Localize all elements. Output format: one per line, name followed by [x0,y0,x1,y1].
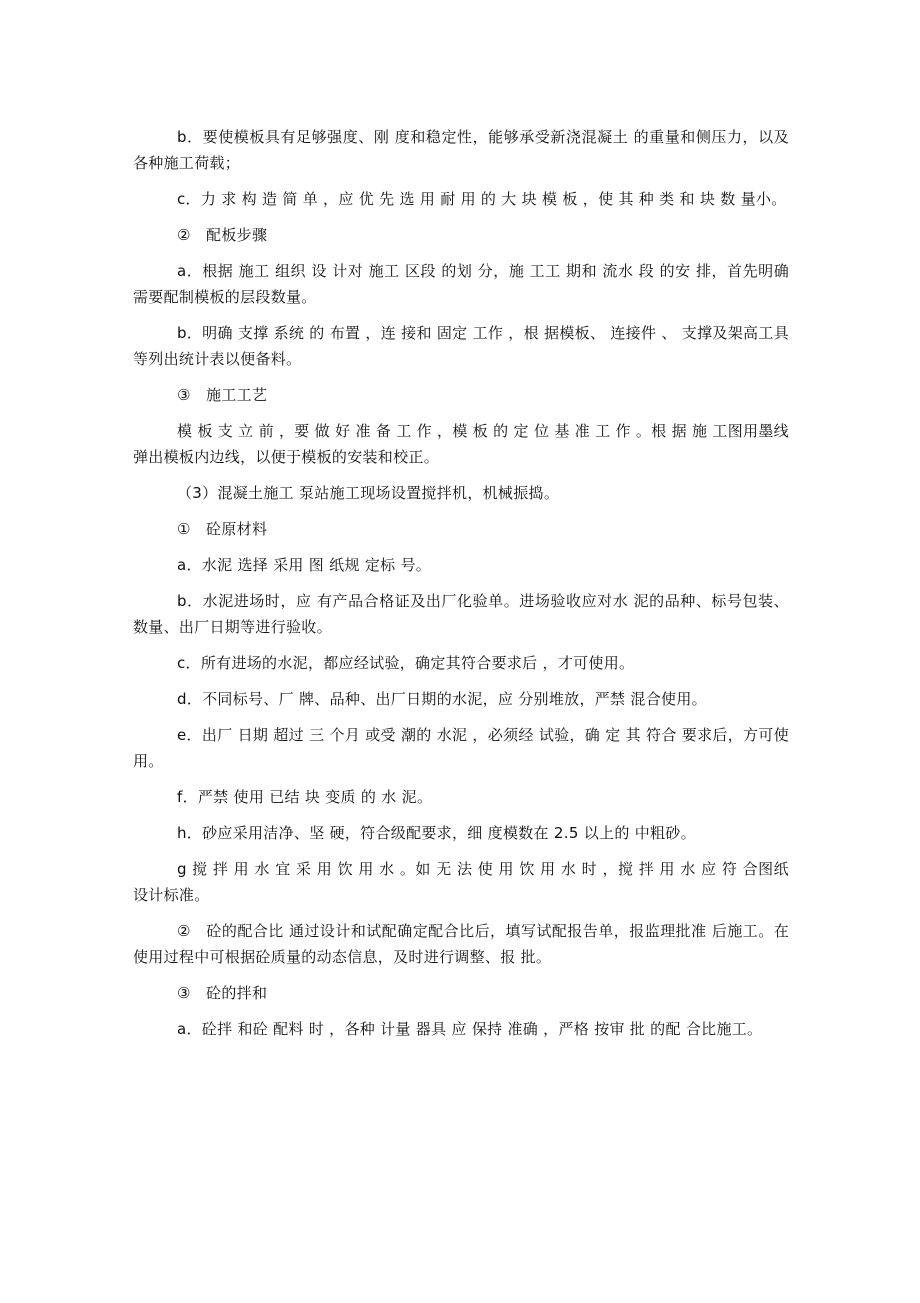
paragraph-sand-requirement: h．砂应采用洁净、坚 硬，符合级配要求，细 度模数在 2.5 以上的 中粗砂。 [177,824,696,842]
paragraph-cement-acceptance: b．水泥进场时，应 有产品合格证及出厂化验单。进场验收应对水 泥的品种、标号包装、数量、出厂日期等进行验收。 [133,592,789,636]
heading-panel-steps: ② 配板步骤 [177,226,268,244]
heading-concrete-materials: ① 砼原材料 [177,520,268,538]
heading-construction-process: ③ 施工工艺 [177,386,268,404]
paragraph-layer-quantity: a．根据 施工 组织 设 计对 施工 区段 的划 分，施 工工 期和 流水 段 的安 排，首先明确需要配制模板的层段数量。 [133,262,789,306]
paragraph-cement-storage: d．不同标号、厂 牌、品种、出厂日期的水泥，应 分别堆放，严禁 混合使用。 [177,690,707,708]
paragraph-template-simple-structure: c．力 求 构 造 简 单 ，应 优 先 选 用 耐 用 的 大 块 模 板 ，使 其 种 类 和 块 数 量小。 [177,190,787,208]
document-body [133,124,789,1052]
paragraph-mixing-water: g 搅 拌 用 水 宜 采 用 饮 用 水 。如 无 法 使 用 饮 用 水 时 ，搅 拌 用 水 应 符 合图纸设计标准。 [133,860,789,904]
paragraph-formwork-preparation: 模 板 支 立 前 ，要 做 好 准 备 工 作 ，模 板 的 定 位 基 准 工 作 。根 据 施 工图用墨线弹出模板内边线，以便于模板的安装和校正。 [133,422,789,466]
paragraph-support-system: b．明确 支撑 系统 的 布置 ，连 接和 固定 工作 ，根 据模板、 连接件 、 支撑及架高工具等列出统计表以便备料。 [133,324,789,368]
paragraph-cement-selection: a．水泥 选择 采用 图 纸规 定标 号。 [177,556,432,574]
paragraph-template-strength: b．要使模板具有足够强度、刚 度和稳定性，能够承受新浇混凝土 的重量和侧压力，以及各种施工荷载； [133,128,789,172]
paragraph-batching: a．砼拌 和砼 配料 时 ，各种 计量 器具 应 保持 准确 ，严格 按审 批 的配 合比施工。 [177,1020,763,1038]
heading-concrete-mixing: ③ 砼的拌和 [177,984,268,1002]
paragraph-expired-cement: e．出厂 日期 超过 三 个月 或受 潮的 水泥 ，必须经 试验，确 定 其 符合 要求后，方可使用。 [133,726,789,770]
paragraph-caked-cement: f．严禁 使用 已结 块 变质 的 水 泥。 [177,788,433,806]
paragraph-cement-testing: c．所有进场的水泥，都应经试验，确定其符合要求后 ，才可使用。 [177,654,635,672]
paragraph-mix-ratio: ② 砼的配合比 通过设计和试配确定配合比后，填写试配报告单，报监理批准 后施工。在使用过程中可根据砼质量的动态信息，及时进行调整、报 批。 [133,922,789,966]
paragraph-concrete-construction: （3）混凝土施工 泵站施工现场设置搅拌机，机械振捣。 [177,484,560,502]
